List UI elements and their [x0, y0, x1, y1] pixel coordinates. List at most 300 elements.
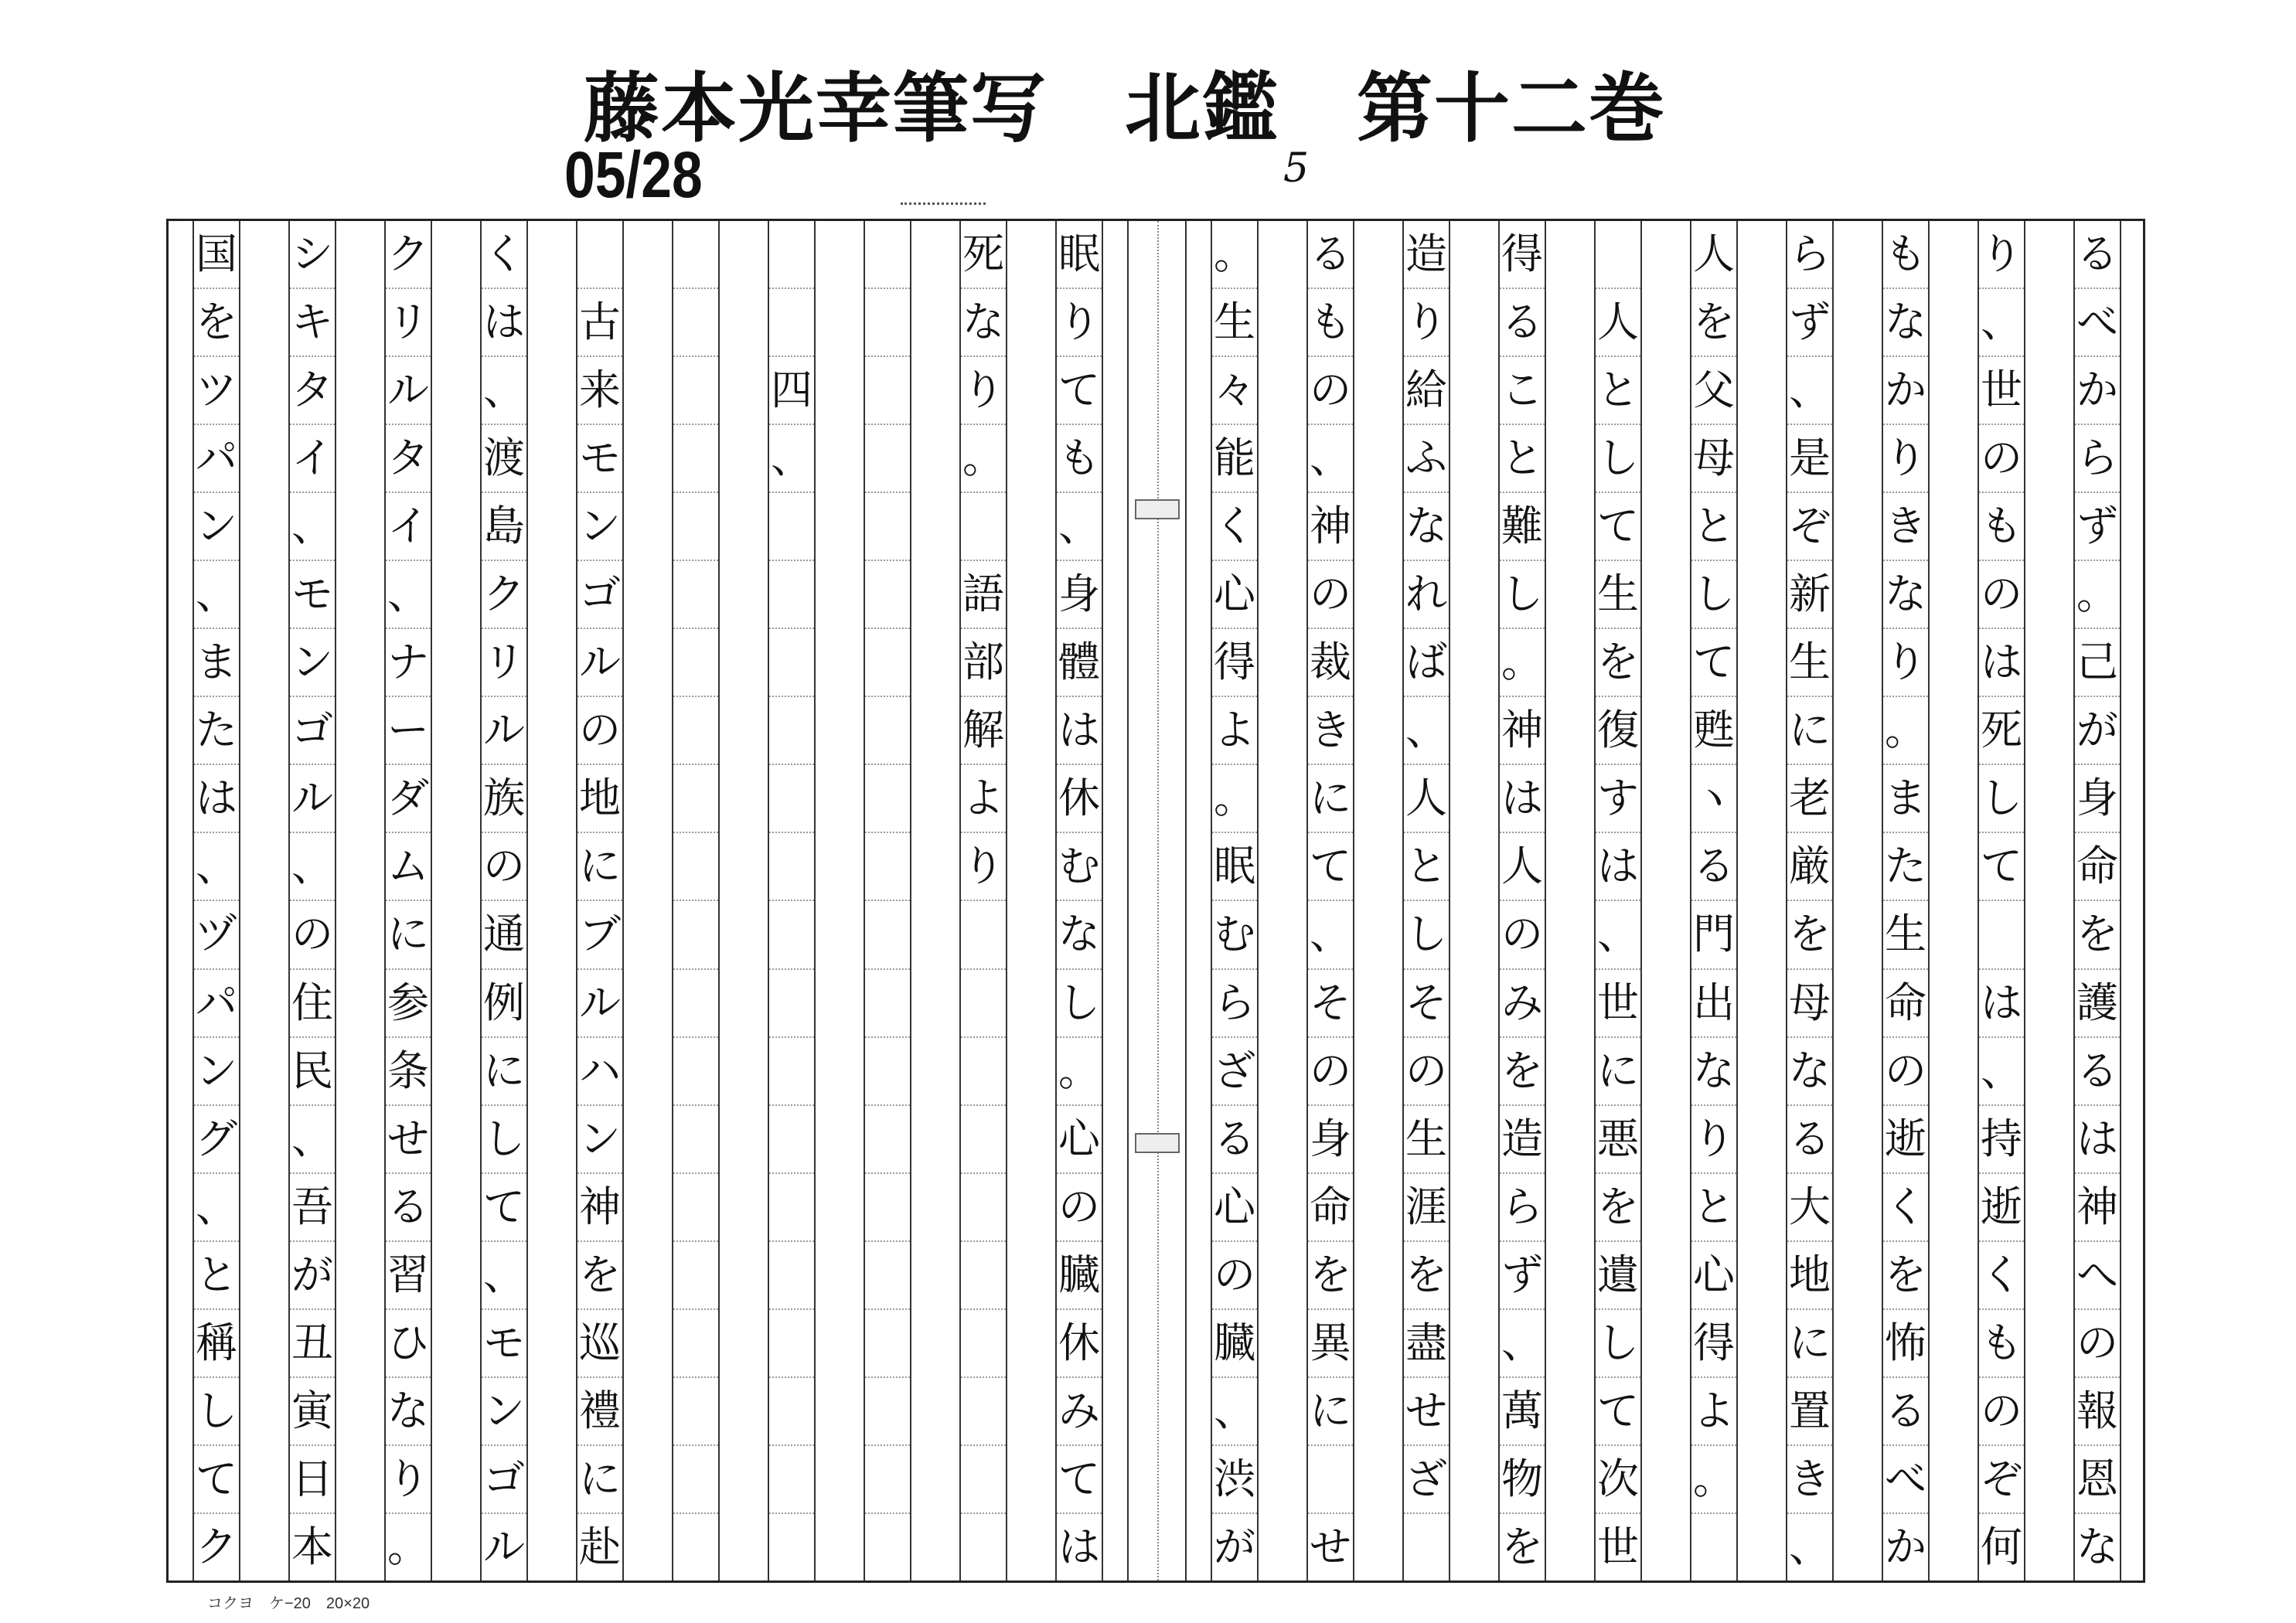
grid-cell: [769, 1310, 814, 1378]
grid-cell: 難: [1500, 493, 1545, 561]
grid-cell: く: [1212, 493, 1257, 561]
grid-cell: き: [1787, 1446, 1832, 1514]
right-column: [1786, 221, 1834, 1580]
grid-cell: [865, 970, 910, 1038]
grid-cell: 萬: [1500, 1378, 1545, 1446]
gutter-mark-top: [1135, 499, 1180, 519]
grid-cell: グ: [194, 1106, 239, 1174]
grid-cell: ン: [577, 1106, 622, 1174]
grid-cell: 語: [961, 561, 1006, 629]
grid-cell: [769, 1514, 814, 1580]
grid-cell: 古: [577, 289, 622, 357]
top-dotted-mark: [901, 202, 986, 205]
grid-cell: 神: [1308, 493, 1353, 561]
grid-cell: 、: [1308, 901, 1353, 969]
grid-cell: 人: [1404, 765, 1449, 833]
grid-cell: 、: [1404, 697, 1449, 765]
grid-cell: 通: [482, 901, 526, 969]
grid-cell: ら: [1212, 970, 1257, 1038]
grid-cell: 、: [769, 425, 814, 493]
grid-cell: [865, 221, 910, 289]
grid-cell: る: [1308, 221, 1353, 289]
grid-cell: [865, 425, 910, 493]
grid-cell: 神: [577, 1174, 622, 1242]
grid-cell: の: [2075, 1310, 2120, 1378]
grid-cell: 生: [1787, 629, 1832, 697]
grid-cell: [673, 1310, 718, 1378]
grid-cell: 人: [1500, 833, 1545, 901]
grid-cell: 。: [1691, 1446, 1736, 1514]
left-column: [576, 221, 624, 1580]
grid-cell: [673, 629, 718, 697]
grid-cell: [769, 493, 814, 561]
grid-cell: が: [2075, 697, 2120, 765]
grid-cell: し: [194, 1378, 239, 1446]
grid-cell: こ: [1500, 357, 1545, 425]
grid-cell: 異: [1308, 1310, 1353, 1378]
grid-cell: 護: [2075, 970, 2120, 1038]
grid-cell: 父: [1691, 357, 1736, 425]
grid-cell: 給: [1404, 357, 1449, 425]
grid-cell: 本: [291, 1522, 333, 1571]
grid-cell: ぞ: [1787, 493, 1832, 561]
grid-cell: な: [1404, 493, 1449, 561]
grid-cell: [865, 289, 910, 357]
grid-cell: 造: [1500, 1106, 1545, 1174]
grid-cell: ま: [194, 629, 239, 697]
grid-cell: [865, 1242, 910, 1310]
grid-cell: 来: [577, 357, 622, 425]
grid-cell: は: [1979, 970, 2024, 1038]
right-column: [1690, 221, 1738, 1580]
grid-cell: 神: [2075, 1174, 2120, 1242]
grid-cell: 日: [290, 1446, 335, 1514]
grid-cell: [865, 1446, 910, 1514]
grid-cell: た: [1883, 833, 1928, 901]
grid-cell: [769, 1174, 814, 1242]
grid-cell: 心: [1691, 1242, 1736, 1310]
grid-cell: 是: [1787, 425, 1832, 493]
grid-cell: せ: [1310, 1522, 1351, 1571]
grid-cell: [673, 221, 718, 289]
left-column: [384, 221, 432, 1580]
grid-cell: [961, 1446, 1006, 1514]
grid-cell: [673, 1174, 718, 1242]
grid-cell: 物: [1500, 1446, 1545, 1514]
grid-cell: の: [290, 901, 335, 969]
grid-cell: も: [1057, 425, 1102, 493]
grid-cell: 巡: [577, 1310, 622, 1378]
right-column: [1594, 221, 1642, 1580]
grid-cell: [865, 833, 910, 901]
grid-cell: 母: [1787, 970, 1832, 1038]
manuscript-right-half: [1187, 221, 2145, 1580]
grid-cell: は: [2075, 1106, 2120, 1174]
right-column: [2073, 221, 2121, 1580]
grid-cell: て: [1979, 833, 2024, 901]
grid-cell: 丑: [290, 1310, 335, 1378]
grid-cell: に: [1596, 1038, 1640, 1106]
grid-cell: よ: [1212, 697, 1257, 765]
grid-cell: へ: [2075, 1242, 2120, 1310]
grid-cell: な: [1883, 289, 1928, 357]
grid-cell: タ: [290, 357, 335, 425]
grid-cell: 休: [1057, 765, 1102, 833]
grid-cell: 寅: [290, 1378, 335, 1446]
grid-cell: き: [1883, 493, 1928, 561]
grid-cell: 得: [1212, 629, 1257, 697]
grid-cell: 能: [1212, 425, 1257, 493]
grid-cell: 得: [1500, 221, 1545, 289]
grid-cell: と: [1691, 493, 1736, 561]
grid-cell: [961, 493, 1006, 561]
grid-cell: 解: [961, 697, 1006, 765]
grid-cell: の: [577, 697, 622, 765]
grid-cell: も: [1883, 221, 1928, 289]
grid-cell: せ: [386, 1106, 431, 1174]
grid-cell: り: [1883, 425, 1928, 493]
grid-cell: く: [1883, 1174, 1928, 1242]
grid-cell: し: [1057, 970, 1102, 1038]
grid-cell: 住: [290, 970, 335, 1038]
grid-cell: [769, 1378, 814, 1446]
grid-cell: し: [1979, 765, 2024, 833]
grid-cell: 島: [482, 493, 526, 561]
grid-cell: 、: [1789, 1522, 1831, 1571]
grid-cell: て: [1057, 1446, 1102, 1514]
grid-cell: の: [1057, 1174, 1102, 1242]
grid-cell: ハ: [577, 1038, 622, 1106]
grid-cell: の: [1979, 561, 2024, 629]
grid-cell: の: [1979, 1378, 2024, 1446]
grid-cell: 参: [386, 970, 431, 1038]
grid-cell: る: [1787, 1106, 1832, 1174]
grid-cell: 民: [290, 1038, 335, 1106]
grid-cell: 報: [2075, 1378, 2120, 1446]
grid-cell: を: [1596, 1174, 1640, 1242]
grid-cell: ン: [577, 493, 622, 561]
grid-cell: [1596, 221, 1640, 289]
grid-cell: 生: [1596, 561, 1640, 629]
grid-cell: [961, 1242, 1006, 1310]
left-column: [192, 221, 240, 1580]
manuscript-left-half: [169, 221, 1127, 1580]
grid-cell: 恩: [2075, 1446, 2120, 1514]
grid-cell: [673, 1446, 718, 1514]
grid-cell: て: [1691, 629, 1736, 697]
grid-cell: [673, 1514, 718, 1580]
grid-cell: 涯: [1404, 1174, 1449, 1242]
grid-cell: か: [1883, 357, 1928, 425]
grid-cell: ら: [1787, 221, 1832, 289]
grid-cell: 吾: [290, 1174, 335, 1242]
grid-cell: 得: [1691, 1310, 1736, 1378]
grid-cell: ン: [194, 493, 239, 561]
grid-cell: な: [386, 1378, 431, 1446]
grid-cell: 死: [1979, 697, 2024, 765]
grid-cell: ず: [2075, 493, 2120, 561]
grid-cell: ン: [290, 629, 335, 697]
grid-cell: を: [1501, 1522, 1543, 1571]
grid-cell: ム: [386, 833, 431, 901]
grid-cell: ツ: [194, 357, 239, 425]
grid-cell: に: [577, 833, 622, 901]
grid-cell: な: [1691, 1038, 1736, 1106]
grid-cell: 、: [1596, 901, 1640, 969]
grid-cell: 裁: [1308, 629, 1353, 697]
grid-cell: 禮: [577, 1378, 622, 1446]
grid-cell: た: [194, 697, 239, 765]
grid-cell: [577, 221, 622, 289]
grid-cell: [673, 765, 718, 833]
grid-cell: ナ: [386, 629, 431, 697]
grid-cell: よ: [961, 765, 1006, 833]
page-date: 05/28: [564, 138, 703, 211]
grid-cell: り: [1404, 289, 1449, 357]
grid-cell: を: [1308, 1242, 1353, 1310]
grid-cell: か: [2075, 357, 2120, 425]
grid-cell: 甦: [1691, 697, 1736, 765]
grid-cell: 。: [1500, 629, 1545, 697]
grid-cell: リ: [386, 289, 431, 357]
grid-cell: モ: [290, 561, 335, 629]
grid-cell: よ: [1691, 1378, 1736, 1446]
grid-cell: 命: [2075, 833, 2120, 901]
grid-cell: る: [2075, 221, 2120, 289]
grid-cell: 赴: [579, 1522, 621, 1571]
grid-cell: も: [1308, 289, 1353, 357]
grid-cell: [769, 901, 814, 969]
grid-cell: の: [1212, 1242, 1257, 1310]
grid-cell: り: [961, 833, 1006, 901]
grid-cell: し: [1404, 901, 1449, 969]
grid-cell: れ: [1404, 561, 1449, 629]
grid-cell: は: [1596, 833, 1640, 901]
grid-cell: 神: [1500, 697, 1545, 765]
grid-cell: 世: [1979, 357, 2024, 425]
grid-cell: べ: [1883, 1446, 1928, 1514]
page-title: 藤本光幸筆写 北鑑 第十二巻: [584, 65, 1667, 153]
grid-cell: し: [482, 1106, 526, 1174]
grid-cell: ル: [577, 629, 622, 697]
grid-cell: ひ: [386, 1310, 431, 1378]
grid-cell: イ: [386, 493, 431, 561]
grid-cell: 遺: [1596, 1242, 1640, 1310]
grid-cell: の: [1308, 357, 1353, 425]
grid-cell: 、: [194, 833, 239, 901]
grid-cell: 、: [386, 561, 431, 629]
grid-cell: 母: [1691, 425, 1736, 493]
grid-cell: の: [1308, 561, 1353, 629]
grid-cell: み: [1500, 970, 1545, 1038]
grid-cell: り: [386, 1446, 431, 1514]
grid-cell: 老: [1787, 765, 1832, 833]
grid-cell: ー: [386, 697, 431, 765]
grid-cell: る: [1500, 289, 1545, 357]
gutter-mark-bottom: [1135, 1133, 1180, 1153]
grid-cell: 、: [1500, 1310, 1545, 1378]
grid-cell: 生: [1212, 289, 1257, 357]
grid-cell: [865, 561, 910, 629]
grid-cell: 臓: [1212, 1310, 1257, 1378]
grid-cell: 例: [482, 970, 526, 1038]
grid-cell: ら: [1500, 1174, 1545, 1242]
grid-cell: 、: [1979, 289, 2024, 357]
manuscript-paper: [166, 219, 2145, 1583]
grid-cell: ふ: [1404, 425, 1449, 493]
grid-cell: 渋: [1212, 1446, 1257, 1514]
grid-cell: る: [1883, 1378, 1928, 1446]
grid-cell: し: [1596, 1310, 1640, 1378]
grid-cell: [769, 1106, 814, 1174]
grid-cell: [769, 697, 814, 765]
grid-cell: 。: [2075, 561, 2120, 629]
grid-cell: る: [2075, 1038, 2120, 1106]
grid-cell: [1691, 1514, 1736, 1580]
grid-cell: そ: [1404, 970, 1449, 1038]
grid-cell: 稱: [194, 1310, 239, 1378]
grid-cell: の: [1979, 425, 2024, 493]
grid-cell: を: [2075, 901, 2120, 969]
grid-cell: ば: [1404, 629, 1449, 697]
grid-cell: 出: [1691, 970, 1736, 1038]
grid-cell: [1308, 1446, 1353, 1514]
grid-cell: 。: [1212, 221, 1257, 289]
grid-cell: 地: [1787, 1242, 1832, 1310]
grid-cell: が: [1214, 1522, 1255, 1571]
grid-cell: は: [194, 765, 239, 833]
grid-cell: り: [1691, 1106, 1736, 1174]
grid-cell: て: [1308, 833, 1353, 901]
grid-cell: ゴ: [290, 697, 335, 765]
grid-cell: ク: [482, 561, 526, 629]
grid-cell: り: [961, 357, 1006, 425]
grid-cell: [769, 765, 814, 833]
grid-cell: ン: [482, 1378, 526, 1446]
grid-cell: [961, 1310, 1006, 1378]
grid-cell: 、: [290, 493, 335, 561]
grid-cell: 生: [1883, 901, 1928, 969]
grid-cell: 四: [769, 357, 814, 425]
grid-cell: な: [1057, 901, 1102, 969]
grid-cell: 眠: [1057, 221, 1102, 289]
grid-cell: [961, 1038, 1006, 1106]
grid-cell: 。: [1883, 697, 1928, 765]
grid-cell: [769, 1242, 814, 1310]
grid-cell: 死: [961, 221, 1006, 289]
grid-cell: を: [1500, 1038, 1545, 1106]
grid-cell: せ: [1404, 1378, 1449, 1446]
grid-cell: に: [386, 901, 431, 969]
grid-cell: 心: [1212, 561, 1257, 629]
grid-cell: [1979, 901, 2024, 969]
grid-cell: キ: [290, 289, 335, 357]
grid-cell: [865, 493, 910, 561]
grid-cell: ル: [482, 697, 526, 765]
grid-cell: 、: [194, 561, 239, 629]
grid-cell: 世: [1597, 1522, 1639, 1571]
grid-cell: パ: [194, 425, 239, 493]
grid-cell: [769, 629, 814, 697]
grid-cell: 。: [1212, 765, 1257, 833]
grid-cell: な: [1787, 1038, 1832, 1106]
grid-cell: ぞ: [1979, 1446, 2024, 1514]
grid-cell: 人: [1596, 289, 1640, 357]
grid-cell: と: [1500, 425, 1545, 493]
grid-cell: は: [1979, 629, 2024, 697]
grid-cell: 人: [1691, 221, 1736, 289]
grid-cell: [961, 1514, 1006, 1580]
grid-cell: な: [2076, 1522, 2118, 1571]
grid-cell: 部: [961, 629, 1006, 697]
grid-cell: ず: [1500, 1242, 1545, 1310]
grid-cell: て: [482, 1174, 526, 1242]
grid-cell: く: [1979, 1242, 2024, 1310]
grid-cell: は: [1058, 1522, 1100, 1571]
grid-cell: [865, 1514, 910, 1580]
page-number-mark: 5: [1283, 145, 1310, 192]
grid-cell: て: [1057, 357, 1102, 425]
grid-cell: [673, 1106, 718, 1174]
grid-cell: ゴ: [482, 1446, 526, 1514]
grid-cell: く: [482, 221, 526, 289]
grid-cell: る: [1212, 1106, 1257, 1174]
grid-cell: [673, 1242, 718, 1310]
grid-cell: 、: [290, 833, 335, 901]
grid-cell: て: [1596, 493, 1640, 561]
right-column: [1498, 221, 1546, 1580]
grid-cell: イ: [290, 425, 335, 493]
grid-cell: は: [482, 289, 526, 357]
grid-cell: り: [1883, 629, 1928, 697]
grid-cell: な: [1883, 561, 1928, 629]
grid-cell: パ: [194, 970, 239, 1038]
grid-cell: 地: [577, 765, 622, 833]
grid-cell: 何: [1981, 1522, 2022, 1571]
grid-cell: 體: [1057, 629, 1102, 697]
grid-cell: 、: [1787, 357, 1832, 425]
grid-cell: は: [1057, 697, 1102, 765]
grid-cell: も: [1979, 493, 2024, 561]
grid-cell: リ: [482, 629, 526, 697]
grid-cell: 世: [1596, 970, 1640, 1038]
grid-cell: 眠: [1212, 833, 1257, 901]
grid-cell: [769, 1038, 814, 1106]
grid-cell: [769, 1446, 814, 1514]
grid-cell: [673, 697, 718, 765]
grid-cell: の: [1404, 1038, 1449, 1106]
grid-cell: べ: [2075, 289, 2120, 357]
grid-cell: 心: [1212, 1174, 1257, 1242]
grid-cell: に: [1308, 1378, 1353, 1446]
grid-cell: ル: [290, 765, 335, 833]
grid-cell: [769, 289, 814, 357]
grid-cell: [961, 1174, 1006, 1242]
grid-cell: 。: [387, 1522, 429, 1571]
grid-cell: [769, 221, 814, 289]
left-column: [959, 221, 1007, 1580]
grid-cell: [673, 970, 718, 1038]
grid-cell: る: [1691, 833, 1736, 901]
grid-cell: [673, 1038, 718, 1106]
grid-cell: [673, 833, 718, 901]
grid-cell: す: [1596, 765, 1640, 833]
grid-cell: [1404, 1514, 1449, 1580]
grid-cell: の: [1500, 901, 1545, 969]
grid-cell: [865, 1310, 910, 1378]
grid-cell: 、: [482, 357, 526, 425]
grid-cell: ざ: [1212, 1038, 1257, 1106]
